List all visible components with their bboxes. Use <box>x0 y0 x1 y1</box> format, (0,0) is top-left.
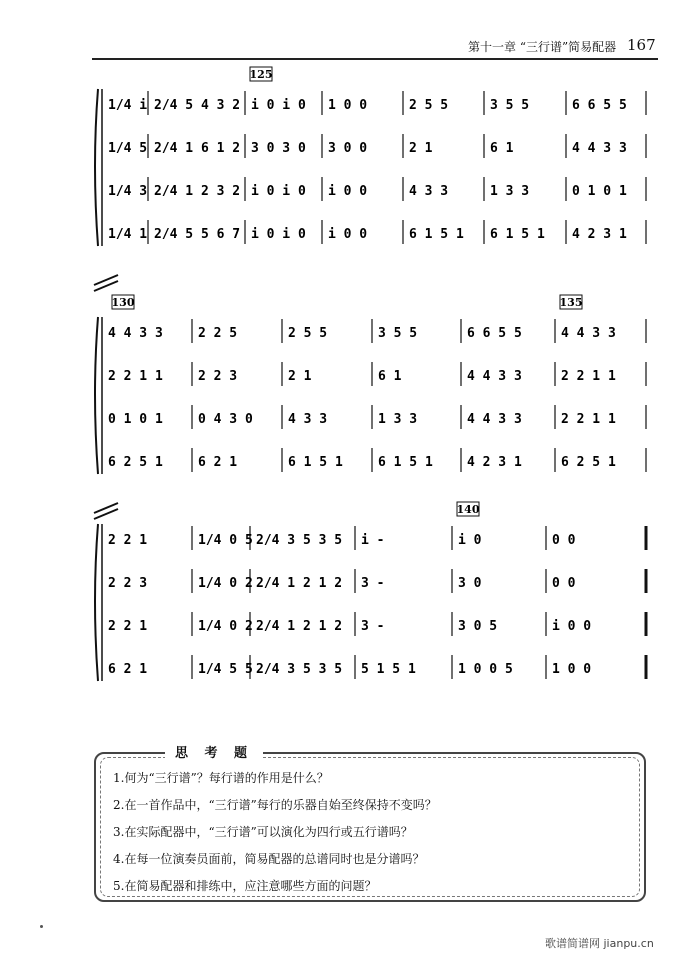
system-brace <box>95 89 98 246</box>
note-cell: 5 1 5 1 <box>361 662 416 677</box>
note-cell: 0 1 0 1 <box>108 412 163 427</box>
note-cell: 2/4 3 5 3 5 <box>256 533 343 548</box>
note-cell: 2 2 3 <box>108 576 148 591</box>
question-3: 3.在实际配器中，“三行谱”可以演化为四行或五行谱吗？ <box>113 825 413 839</box>
note-cell: 6 2 5 1 <box>108 455 163 470</box>
note-cell: 2/4 1 2 3 2 <box>154 184 241 199</box>
note-cell: 6 1 5 1 <box>288 455 343 470</box>
note-cell: 2 2 1 1 <box>561 412 616 427</box>
note-cell: i 0 i 0 <box>251 184 306 199</box>
note-cell: 2 2 1 <box>108 619 148 634</box>
note-cell: 2 2 3 <box>198 369 238 384</box>
rehearsal-mark: 125 <box>249 68 273 81</box>
questions-title: 思 考 题 <box>165 742 263 761</box>
note-cell: 3 - <box>361 576 385 591</box>
note-cell: 2 2 5 <box>198 326 238 341</box>
note-cell: 2/4 5 5 6 7 <box>154 227 241 242</box>
note-cell: 6 1 5 1 <box>490 227 545 242</box>
note-cell: 6 1 5 1 <box>409 227 464 242</box>
note-cell: 4 4 3 3 <box>561 326 616 341</box>
note-cell: 2 2 1 <box>108 533 148 548</box>
note-cell: i 0 <box>458 533 482 548</box>
question-1: 1.何为“三行谱”？每行谱的作用是什么？ <box>113 771 329 785</box>
note-cell: i 0 i 0 <box>251 98 306 113</box>
note-cell: 3 5 5 <box>490 98 530 113</box>
note-cell: 2/4 5 4 3 2 <box>154 98 241 113</box>
rehearsal-mark: 135 <box>559 296 583 309</box>
rehearsal-mark: 130 <box>111 296 135 309</box>
note-cell: 0 1 0 1 <box>572 184 627 199</box>
question-4: 4.在每一位演奏员面前，简易配器的总谱同时也是分谱吗？ <box>113 852 425 866</box>
note-cell: i - <box>361 533 385 548</box>
question-2: 2.在一首作品中，“三行谱”每行的乐器自始至终保持不变吗？ <box>113 798 437 812</box>
note-cell: 1/4 3 <box>108 184 148 199</box>
note-cell: i 0 0 <box>552 619 592 634</box>
note-cell: 2/4 1 2 1 2 <box>256 576 343 591</box>
note-cell: 3 - <box>361 619 385 634</box>
note-cell: i 0 0 <box>328 184 368 199</box>
note-cell: 3 5 5 <box>378 326 418 341</box>
note-cell: 2/4 1 6 1 2 <box>154 141 241 156</box>
note-cell: 6 6 5 5 <box>572 98 627 113</box>
note-cell: 1 3 3 <box>378 412 418 427</box>
note-cell: 1/4 5 <box>108 141 148 156</box>
note-cell: 1 0 0 <box>552 662 592 677</box>
note-cell: 6 2 5 1 <box>561 455 616 470</box>
page-speck <box>40 925 43 928</box>
page-number: 167 <box>627 36 656 54</box>
note-cell: 2 1 <box>288 369 312 384</box>
note-cell: 1/4 1 <box>108 227 148 242</box>
watermark: 歌谱简谱网 jianpu.cn <box>545 937 654 950</box>
note-cell: 2/4 3 5 3 5 <box>256 662 343 677</box>
note-cell: 2 1 <box>409 141 433 156</box>
note-cell: 1/4 5 5 <box>198 662 253 677</box>
note-cell: 6 1 <box>378 369 402 384</box>
system-brace <box>95 317 98 474</box>
note-cell: 4 3 3 <box>409 184 449 199</box>
note-cell: 3 0 <box>458 576 482 591</box>
note-cell: 2 5 5 <box>288 326 328 341</box>
note-cell: 1/4 0 2 <box>198 576 253 591</box>
note-cell: 0 0 <box>552 533 576 548</box>
rehearsal-mark: 140 <box>456 503 480 516</box>
note-cell: 6 2 1 <box>198 455 238 470</box>
note-cell: 1/4 0 2 <box>198 619 253 634</box>
question-5: 5.在简易配器和排练中，应注意哪些方面的问题？ <box>113 879 377 893</box>
note-cell: 2 2 1 1 <box>561 369 616 384</box>
note-cell: 4 4 3 3 <box>467 412 522 427</box>
note-cell: 6 1 5 1 <box>378 455 433 470</box>
note-cell: 0 0 <box>552 576 576 591</box>
note-cell: 3 0 3 0 <box>251 141 306 156</box>
note-cell: 3 0 5 <box>458 619 498 634</box>
note-cell: 4 3 3 <box>288 412 328 427</box>
note-cell: 6 2 1 <box>108 662 148 677</box>
note-cell: 4 2 3 1 <box>467 455 522 470</box>
note-cell: 1/4 0 5 <box>198 533 253 548</box>
note-cell: 6 1 <box>490 141 514 156</box>
note-cell: 1 0 0 5 <box>458 662 513 677</box>
note-cell: 2 2 1 1 <box>108 369 163 384</box>
note-cell: i 0 0 <box>328 227 368 242</box>
note-cell: 4 2 3 1 <box>572 227 627 242</box>
note-cell: 6 6 5 5 <box>467 326 522 341</box>
system-brace <box>95 524 98 681</box>
note-cell: 4 4 3 3 <box>467 369 522 384</box>
note-cell: 2/4 1 2 1 2 <box>256 619 343 634</box>
note-cell: 1 0 0 <box>328 98 368 113</box>
note-cell: 1 3 3 <box>490 184 530 199</box>
note-cell: 4 4 3 3 <box>108 326 163 341</box>
note-cell: i 0 i 0 <box>251 227 306 242</box>
chapter-title: 第十一章 “三行谱”简易配器 <box>468 40 617 54</box>
note-cell: 0 4 3 0 <box>198 412 253 427</box>
note-cell: 2 5 5 <box>409 98 449 113</box>
note-cell: 1/4 i <box>108 98 148 113</box>
note-cell: 4 4 3 3 <box>572 141 627 156</box>
note-cell: 3 0 0 <box>328 141 368 156</box>
